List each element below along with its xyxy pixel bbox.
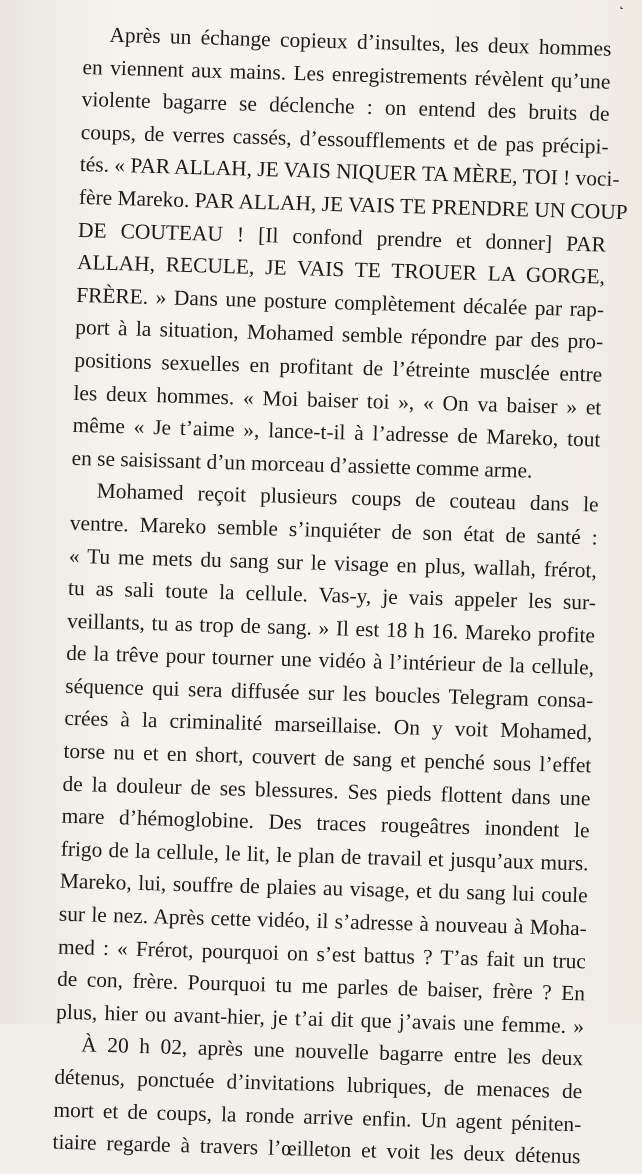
text-line: en viennent aux mains. Les enregistrements révèlent qu’une (82, 54, 611, 94)
text-line: veillants, tu as trop de sang. » Il est 18 h 16. Mareko profite (66, 608, 596, 648)
paragraph-text (52, 18, 628, 1173)
text-line: de la trêve pour tourner une vidéo à l’intérieur de la cellule, (65, 641, 595, 680)
text-line: plus, hier ou avant-hier, je t’ai dit que j’avais une femme. » (55, 999, 585, 1039)
text-line: ventre. Mareko semble s’inquiéter de son état de santé : (69, 510, 599, 550)
text-line: violente bagarre se déclenche : on entend des bruits de (81, 87, 610, 126)
text-line: « Tu me mets du sang sur le visage en plus, wallah, frérot, (68, 543, 598, 583)
text-line: même « Je t’aime », lance-t-il à l’adresse de Mareko, tout (72, 412, 601, 452)
text-line: tés. « PAR ALLAH, JE VAIS NIQUER TA MÈRE, TOI ! voci- (79, 152, 620, 192)
text-line: détenus, ponctuée d’invitations lubriques, de menaces de (54, 1064, 583, 1104)
text-line: torse nu et en short, couvert de sang et penché sous l’effet (63, 738, 592, 778)
text-line: med : « Frérot, pourquoi on s’est battus ? T’as fait un truc (57, 934, 587, 974)
text-line: FRÈRE. » Dans une posture complètement décalée par rap- (75, 282, 605, 322)
text-line: mare d’hémoglobine. Des traces rougeâtres inondent le (61, 803, 590, 843)
text-line: ALLAH, RECULE, JE VAIS TE TROUER LA GORGE, (76, 250, 606, 289)
text-line: Mohamed reçoit plusieurs coups de couteau dans le (96, 478, 599, 517)
text-line: mort et de coups, la ronde arrive enfin. Un agent péniten- (53, 1097, 582, 1136)
text-line: DE COUTEAU ! [Il confond prendre et donner] PAR (77, 217, 607, 257)
text-line: de con, frère. Pourquoi tu me parles de baiser, frère ? En (56, 966, 586, 1006)
text-line: Après un échange copieux d’insultes, les deux hommes (109, 22, 612, 61)
text-line: crées à la criminalité marseillaise. On y voit Mohamed, (64, 706, 593, 745)
text-line: séquence qui sera diffusée sur les boucles Telegram consa- (65, 673, 594, 713)
text-line: en se saisissant d’un morceau d’assiette comme arme. (71, 445, 533, 483)
text-line: À 20 h 02, après une nouvelle bagarre entre les deux (80, 1032, 584, 1071)
text-line: positions sexuelles en profitant de l’étreinte musclée entre (74, 347, 603, 387)
text-line: coups, de verres cassés, d’essoufflements et de pas précipi- (80, 119, 609, 159)
text-line: tu as sali toute la cellule. Vas-y, je vais appeler les sur- (67, 575, 597, 615)
text-line: de la douleur de ses blessures. Ses pieds flottent dans une (62, 771, 591, 811)
text-line: tiaire regarde à travers l’œilleton et voit les deux détenus (52, 1129, 581, 1169)
text-line: sur le nez. Après cette vidéo, il s’adresse à nouveau à Moha- (58, 901, 588, 941)
text-line: Mareko, lui, souffre de plaies au visage, et du sang lui coule (59, 869, 589, 908)
text-line: les deux hommes. « Moi baiser toi », « On va baiser » et (73, 380, 602, 420)
text-line: fère Mareko. PAR ALLAH, JE VAIS TE PRENDRE UN COUP (78, 184, 628, 225)
text-line: port à la situation, Mohamed semble répondre par des pro- (75, 315, 604, 354)
page-corner-mark: ˛ (618, 0, 625, 10)
text-line: frigo de la cellule, le lit, le plan de travail et jusqu’aux murs. (60, 836, 589, 876)
